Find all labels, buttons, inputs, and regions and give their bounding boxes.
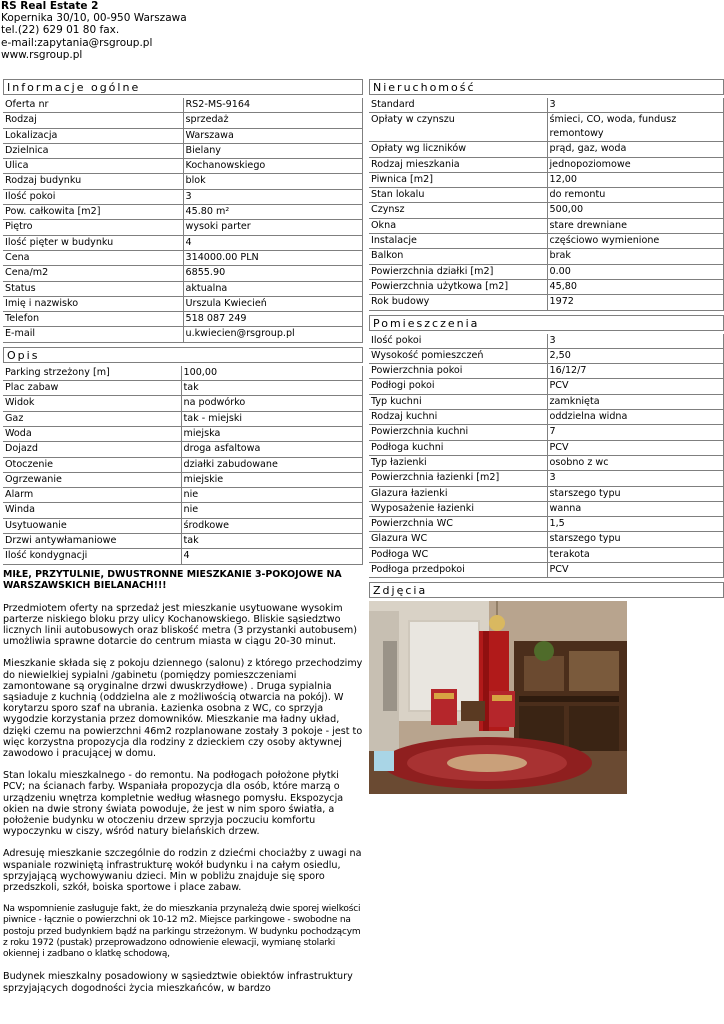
- property-row-value: 3: [547, 98, 724, 113]
- general-row-label: Rodzaj: [3, 113, 183, 128]
- opis-row-label: Plac zabaw: [3, 381, 181, 396]
- rooms-row-label: Podłoga kuchni: [369, 440, 547, 455]
- property-row: [369, 279, 724, 294]
- rooms-row-label: Ilość pokoi: [369, 334, 547, 349]
- opis-row: [3, 518, 363, 533]
- opis-row-value: 100,00: [181, 366, 363, 381]
- rooms-row: [369, 440, 724, 455]
- rooms-row: [369, 547, 724, 562]
- rooms-row-value: starszego typu: [547, 532, 724, 547]
- opis-row-label: Widok: [3, 396, 181, 411]
- general-row: [3, 266, 363, 281]
- property-row-value: jednopoziomowe: [547, 157, 724, 172]
- rooms-row-label: Wyposażenie łazienki: [369, 501, 547, 516]
- opis-row-value: 4: [181, 549, 363, 564]
- general-row: [3, 98, 363, 113]
- rooms-row: [369, 348, 724, 363]
- property-row: [369, 172, 724, 187]
- rooms-row: [369, 364, 724, 379]
- rooms-row: [369, 334, 724, 349]
- rooms-row-label: Powierzchnia pokoi: [369, 364, 547, 379]
- general-row-label: Ilość pięter w budynku: [3, 235, 183, 250]
- property-row: [369, 203, 724, 218]
- general-row-label: Imię i nazwisko: [3, 296, 183, 311]
- property-row-value: 12,00: [547, 172, 724, 187]
- opis-row: [3, 381, 363, 396]
- opis-row-value: droga asfaltowa: [181, 442, 363, 457]
- agency-phone: tel.(22) 629 01 80 fax.: [1, 24, 120, 37]
- rooms-row-value: terakota: [547, 547, 724, 562]
- property-row-label: Okna: [369, 218, 547, 233]
- general-row: [3, 220, 363, 235]
- rooms-row: [369, 501, 724, 516]
- description-paragraph: Stan lokalu mieszkalnego - do remontu. Na podłogach położone płytki PCV; na ścianach farby. Wspaniała propozycja dla osób, które marzą o urządzeniu wnętrza kompletnie według własnego pomysłu. Ekspozycja okien na dwie strony świata powoduje, że jest w nim sporo światła, a położenie budynku w otoczeniu drzew sprzyja poczuciu komfortu wypoczynku w ciszy, wśród natury bielańskich drzew.: [3, 770, 344, 838]
- agency-header: [1, 0, 187, 61]
- general-row-value: sprzedaż: [183, 113, 363, 128]
- general-row: [3, 113, 363, 128]
- rooms-row-label: Powierzchnia WC: [369, 517, 547, 532]
- opis-row-value: na podwórko: [181, 396, 363, 411]
- general-row: [3, 159, 363, 174]
- opis-row-label: Woda: [3, 426, 181, 441]
- rooms-row: [369, 517, 724, 532]
- property-row: [369, 249, 724, 264]
- opis-row-value: tak: [181, 534, 363, 549]
- opis-row-value: działki zabudowane: [181, 457, 363, 472]
- general-row-value: 4: [183, 235, 363, 250]
- rooms-row-label: Typ łazienki: [369, 455, 547, 470]
- rooms-row-value: starszego typu: [547, 486, 724, 501]
- rooms-row-value: 16/12/7: [547, 364, 724, 379]
- property-row: [369, 113, 724, 142]
- agency-email[interactable]: e-mail:zapytania@rsgroup.pl: [1, 36, 153, 49]
- rooms-row-label: Powierzchnia kuchni: [369, 425, 547, 440]
- general-row-label: Piętro: [3, 220, 183, 235]
- property-row-value: brak: [547, 249, 724, 264]
- section-property-title: Nieruchomość: [369, 79, 724, 95]
- section-opis-title: Opis: [3, 347, 363, 363]
- property-row-value: 45,80: [547, 279, 724, 294]
- general-row-value: 45.80 m²: [183, 205, 363, 220]
- general-row: [3, 312, 363, 327]
- general-row-value: 314000.00 PLN: [183, 250, 363, 265]
- opis-row-value: środkowe: [181, 518, 363, 533]
- opis-row: [3, 442, 363, 457]
- opis-row-value: nie: [181, 488, 363, 503]
- rooms-row-label: Podłoga WC: [369, 547, 547, 562]
- property-row: [369, 98, 724, 113]
- general-row: [3, 205, 363, 220]
- general-row-label: E-mail: [3, 327, 183, 342]
- description-paragraph: Na wspomnienie zasługuje fakt, że do mieszkania przynależą dwie sporej wielkości piwnice - łącznie o powierzchni ok 10-12 m2. Miejsce parkingowe - swobodne na postoju przed budynkiem bądź na parkingu strzeżonym. W budynku pochodzącym z roku 1972 (pustak) przeprowadzono odnowienie elewacji, wymianę stolarki okiennej i zadbano o klatkę schodową,: [3, 904, 361, 960]
- general-row: [3, 296, 363, 311]
- property-row: [369, 188, 724, 203]
- rooms-row: [369, 486, 724, 501]
- general-row-value: Bielany: [183, 143, 363, 158]
- opis-row-label: Gaz: [3, 411, 181, 426]
- property-row-label: Opłaty w czynszu: [369, 113, 547, 142]
- property-row-label: Rodzaj mieszkania: [369, 157, 547, 172]
- apartment-photo[interactable]: [369, 601, 627, 794]
- general-row-value: RS2-MS-9164: [183, 98, 363, 113]
- property-row-label: Opłaty wg liczników: [369, 142, 547, 157]
- property-row: [369, 295, 724, 310]
- general-row-label: Cena/m2: [3, 266, 183, 281]
- rooms-row: [369, 471, 724, 486]
- general-row-value: 6855.90: [183, 266, 363, 281]
- agency-name: RS Real Estate 2: [1, 0, 99, 12]
- rooms-row-label: Typ kuchni: [369, 394, 547, 409]
- opis-row-label: Alarm: [3, 488, 181, 503]
- general-row-value: 518 087 249: [183, 312, 363, 327]
- opis-row-label: Dojazd: [3, 442, 181, 457]
- property-row: [369, 264, 724, 279]
- property-row: [369, 234, 724, 249]
- rooms-row-label: Podłogi pokoi: [369, 379, 547, 394]
- rooms-row-value: PCV: [547, 563, 724, 578]
- general-row: [3, 189, 363, 204]
- opis-row: [3, 488, 363, 503]
- general-row: [3, 281, 363, 296]
- property-row: [369, 142, 724, 157]
- property-row-value: częściowo wymienione: [547, 234, 724, 249]
- opis-row-value: miejskie: [181, 472, 363, 487]
- general-row-label: Ulica: [3, 159, 183, 174]
- general-row: [3, 235, 363, 250]
- rooms-row: [369, 410, 724, 425]
- property-row-label: Balkon: [369, 249, 547, 264]
- rooms-row-value: PCV: [547, 440, 724, 455]
- opis-row-label: Ilość kondygnacji: [3, 549, 181, 564]
- rooms-row-value: 3: [547, 334, 724, 349]
- general-row-label: Pow. całkowita [m2]: [3, 205, 183, 220]
- section-rooms-title: Pomieszczenia: [369, 315, 724, 331]
- general-row-value: Kochanowskiego: [183, 159, 363, 174]
- opis-row-value: tak - miejski: [181, 411, 363, 426]
- rooms-row-value: 7: [547, 425, 724, 440]
- property-row-label: Standard: [369, 98, 547, 113]
- property-row-value: śmieci, CO, woda, fundusz remontowy: [547, 113, 724, 142]
- opis-row-label: Parking strzeżony [m]: [3, 366, 181, 381]
- agency-website[interactable]: www.rsgroup.pl: [1, 48, 83, 61]
- right-column: [369, 79, 724, 794]
- opis-row: [3, 411, 363, 426]
- rooms-row-label: Glazura WC: [369, 532, 547, 547]
- property-row-value: stare drewniane: [547, 218, 724, 233]
- rooms-row: [369, 394, 724, 409]
- description-paragraph: Przedmiotem oferty na sprzedaż jest mieszkanie usytuowane wysokim parterze niskiego bloku przy ulicy Kochanowskiego. Bliskie sąsiedztwo licznych linii autobusowych oraz bliskość metra (3 przystanki autobusem) umożliwia sprawne dotarcie do centrum miasta w ciągu 20-30 minut.: [3, 602, 358, 648]
- description-paragraph: Mieszkanie składa się z pokoju dziennego (salonu) z którego przechodzimy do niewielkiej sypialni /gabinetu (pomiędzy pomieszczeniami zamontowane są oryginalne drzwi dwuskrzydłowe) . Druga sypialnia sąsiaduje z kuchnią (oddzielna ale z możliwością otwarcia na pokój). W korytarzu sporo szaf na ubrania. Łazienka osobna z WC, co sprzyja wygodzie korzystania przez domowników. Mieszkanie ma ładny układ, dzięki czemu na powierzchni 46m2 rozplanowane zostały 3 pokoje - jest to więc korzystna propozycja dla rodziny z dzieckiem czy osoby aktywnej zawodowo i pracującej w domu.: [3, 658, 363, 760]
- general-row-label: Telefon: [3, 312, 183, 327]
- property-row-value: 1972: [547, 295, 724, 310]
- general-row: [3, 174, 363, 189]
- opis-row: [3, 396, 363, 411]
- general-row-value: blok: [183, 174, 363, 189]
- left-column: [3, 79, 363, 1005]
- general-row-value: Warszawa: [183, 128, 363, 143]
- general-row-label: Rodzaj budynku: [3, 174, 183, 189]
- general-row: [3, 250, 363, 265]
- opis-row-label: Ogrzewanie: [3, 472, 181, 487]
- rooms-row-value: oddzielna widna: [547, 410, 724, 425]
- rooms-row: [369, 425, 724, 440]
- rooms-row-label: Rodzaj kuchni: [369, 410, 547, 425]
- general-row-value: aktualna: [183, 281, 363, 296]
- listing-description: [3, 603, 363, 994]
- general-row-label: Status: [3, 281, 183, 296]
- rooms-row-label: Podłoga przedpokoi: [369, 563, 547, 578]
- rooms-row-value: 1,5: [547, 517, 724, 532]
- description-paragraph: Adresuję mieszkanie szczególnie do rodzin z dziećmi chociażby z uwagi na wspaniale rozwiniętą infrastrukturę wokół budynku i na całym osiedlu, sprzyjającą wychowywaniu dzieci. Min w pobliżu znajduje się sporo przedszkoli, szkół, boiska sportowe i place zabaw.: [3, 848, 362, 894]
- rooms-row-value: wanna: [547, 501, 724, 516]
- property-row-label: Powierzchnia użytkowa [m2]: [369, 279, 547, 294]
- opis-row-label: Usytuowanie: [3, 518, 181, 533]
- opis-row: [3, 366, 363, 381]
- general-row-label: Ilość pokoi: [3, 189, 183, 204]
- opis-row-label: Drzwi antywłamaniowe: [3, 534, 181, 549]
- rooms-row-label: Wysokość pomieszczeń: [369, 348, 547, 363]
- rooms-row: [369, 379, 724, 394]
- rooms-row-value: 2,50: [547, 348, 724, 363]
- rooms-row-label: Glazura łazienki: [369, 486, 547, 501]
- property-row-label: Powierzchnia działki [m2]: [369, 264, 547, 279]
- rooms-row-label: Powierzchnia łazienki [m2]: [369, 471, 547, 486]
- opis-row: [3, 503, 363, 518]
- general-row: [3, 143, 363, 158]
- agency-address: Kopernika 30/10, 00-950 Warszawa: [1, 12, 187, 25]
- rooms-row-value: osobno z wc: [547, 455, 724, 470]
- rooms-row: [369, 563, 724, 578]
- opis-row-value: nie: [181, 503, 363, 518]
- property-row-label: Stan lokalu: [369, 188, 547, 203]
- section-general-title: Informacje ogólne: [3, 79, 363, 95]
- property-table: [369, 98, 724, 311]
- opis-row: [3, 426, 363, 441]
- general-row: [3, 327, 363, 342]
- opis-row: [3, 457, 363, 472]
- opis-row: [3, 472, 363, 487]
- general-row-value: wysoki parter: [183, 220, 363, 235]
- general-table: [3, 98, 363, 343]
- property-row-value: prąd, gaz, woda: [547, 142, 724, 157]
- rooms-row-value: PCV: [547, 379, 724, 394]
- property-row-label: Rok budowy: [369, 295, 547, 310]
- general-row-label: Lokalizacja: [3, 128, 183, 143]
- property-row: [369, 157, 724, 172]
- general-row-value: Urszula Kwiecień: [183, 296, 363, 311]
- rooms-row: [369, 455, 724, 470]
- general-row-value: 3: [183, 189, 363, 204]
- rooms-row-value: zamknięta: [547, 394, 724, 409]
- property-row-label: Czynsz: [369, 203, 547, 218]
- rooms-table: [369, 334, 724, 579]
- property-row-label: Piwnica [m2]: [369, 172, 547, 187]
- general-row-label: Cena: [3, 250, 183, 265]
- rooms-row: [369, 532, 724, 547]
- opis-row-value: miejska: [181, 426, 363, 441]
- opis-row-value: tak: [181, 381, 363, 396]
- description-paragraph: Budynek mieszkalny posadowiony w sąsiedztwie obiektów infrastruktury sprzyjających dogodności życia mieszkańców, w bardzo: [3, 971, 353, 994]
- opis-row: [3, 549, 363, 564]
- property-row: [369, 218, 724, 233]
- property-row-label: Instalacje: [369, 234, 547, 249]
- living-room-photo: [369, 601, 627, 794]
- listing-headline: MIŁE, PRZYTULNIE, DWUSTRONNE MIESZKANIE 3-POKOJOWE NA WARSZAWSKICH BIELANACH!!!: [3, 568, 342, 591]
- general-row-label: Oferta nr: [3, 98, 183, 113]
- opis-row-label: Winda: [3, 503, 181, 518]
- general-row: [3, 128, 363, 143]
- general-row-value: u.kwiecien@rsgroup.pl: [183, 327, 363, 342]
- section-photos-title: Zdjęcia: [369, 582, 724, 598]
- opis-row: [3, 534, 363, 549]
- property-row-value: 0.00: [547, 264, 724, 279]
- opis-table: [3, 366, 363, 565]
- rooms-row-value: 3: [547, 471, 724, 486]
- opis-row-label: Otoczenie: [3, 457, 181, 472]
- general-row-label: Dzielnica: [3, 143, 183, 158]
- property-row-value: 500,00: [547, 203, 724, 218]
- property-row-value: do remontu: [547, 188, 724, 203]
